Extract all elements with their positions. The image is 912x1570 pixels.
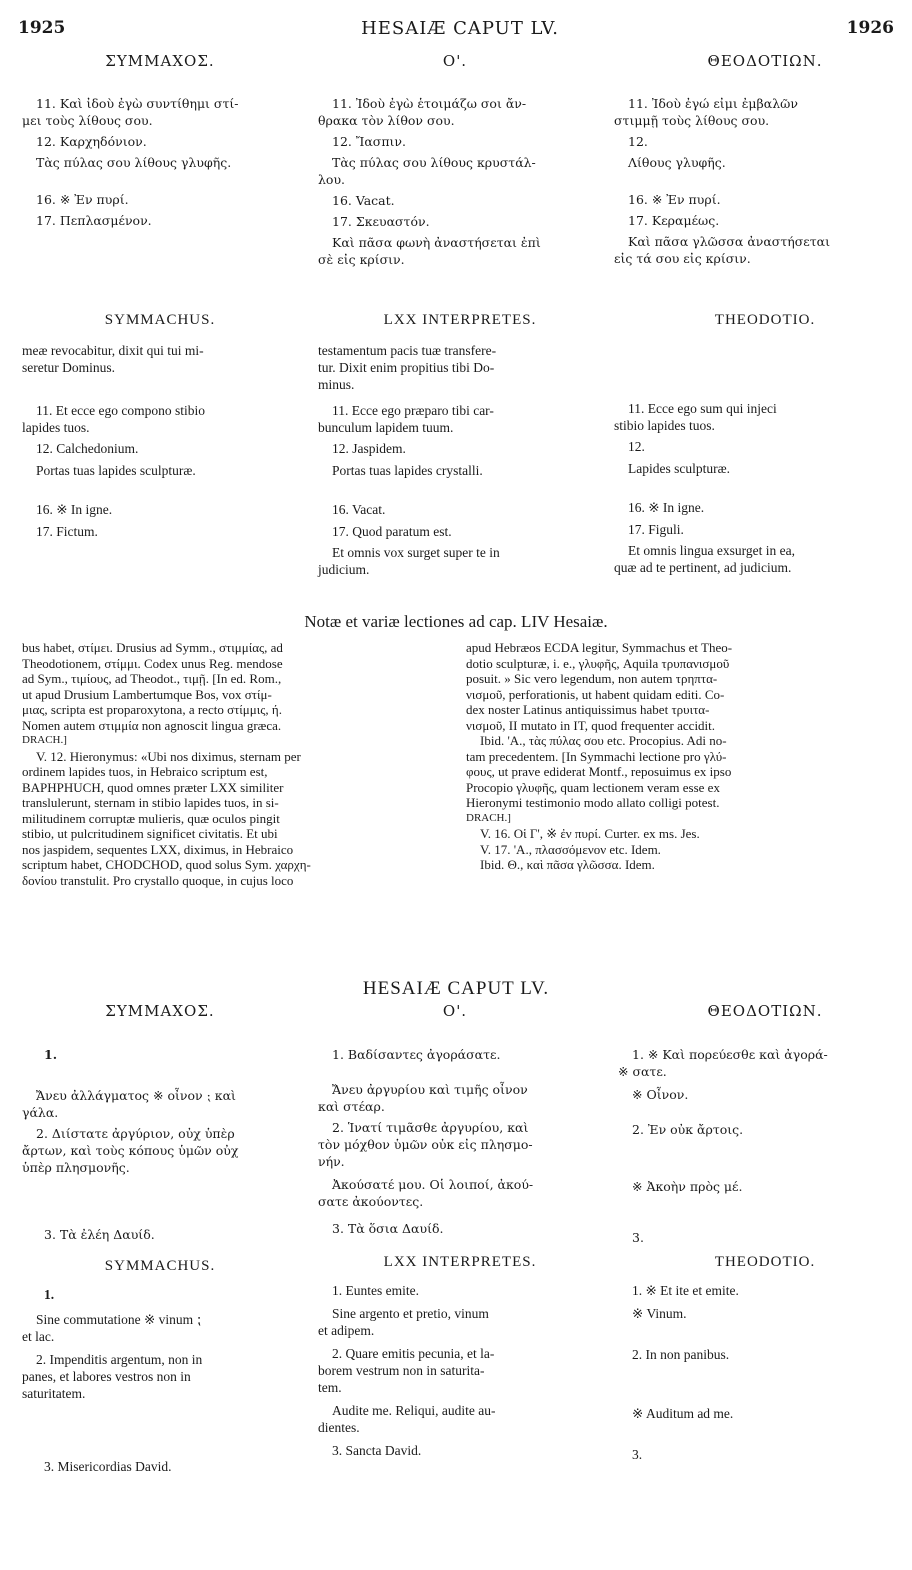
col-head-lxx-latin-2: LXX INTERPRETES. — [383, 1254, 537, 1270]
note-line: nos jaspidem, sequentes LXX, diximus, in Hebraico — [22, 841, 294, 857]
text-line: Portas tuas lapides sculpturæ. — [36, 463, 196, 478]
text-line: borem vestrum non in saturita- — [318, 1363, 485, 1378]
text-line: 11. Ecce ego sum qui injeci — [628, 401, 777, 416]
text-line: 1. Βαδίσαντες ἀγοράσατε. — [332, 1047, 501, 1062]
note-line: Procopio γλυφῆς, quam lectionem veram esse ex — [466, 779, 720, 795]
text-line: θρακα τὸν λίθον σου. — [318, 113, 455, 128]
col-head-symmachus-greek: ΣΥΜΜΑΧΟΣ. — [105, 52, 215, 70]
text-line: Sine argento et pretio, vinum — [332, 1306, 489, 1321]
text-line: τὸν μόχθον ὑμῶν οὐκ εἰς πλησμο- — [318, 1137, 533, 1152]
lxx-greek-text-1 — [318, 95, 596, 268]
col-head-theodotion-latin: THEODOTIO. — [714, 312, 816, 328]
text-line: 1. Euntes emite. — [332, 1283, 419, 1298]
note-line: DRACH.] — [22, 734, 67, 746]
text-line: 2. Ἐν οὐκ ἄρτοις. — [632, 1122, 744, 1137]
text-line: Λίθους γλυφῆς. — [628, 155, 726, 170]
text-line: Et omnis vox surget super te in — [332, 545, 500, 560]
note-line: Ibid. 'A., τὰς πύλας σου etc. Procopius. Adi no- — [480, 733, 727, 748]
text-line: Ἀκούσατέ μου. Οἱ λοιποί, ἀκού- — [332, 1177, 534, 1192]
text-line: 17. Figuli. — [628, 522, 684, 537]
text-line: 12. Jaspidem. — [332, 441, 406, 456]
theodotion-latin-text-1 — [614, 400, 896, 576]
text-line: 1. ※ Et ite et emite. — [632, 1283, 739, 1298]
page-number-right: 1926 — [846, 18, 894, 38]
text-line: 17. Fictum. — [36, 524, 98, 539]
text-line: seretur Dominus. — [22, 360, 115, 375]
text-line: στιμμῇ τοὺς λίθους σου. — [614, 113, 770, 128]
note-line: νισμοῦ, perforationis, ut habent quidam editi. Co- — [466, 686, 725, 702]
text-line: testamentum pacis tuæ transfere- — [318, 343, 497, 358]
text-line: 1. — [44, 1047, 58, 1062]
text-line: ※ Vinum. — [632, 1306, 687, 1321]
text-line: 16. ※ Ἐν πυρί. — [36, 192, 129, 207]
note-line: Hieronymi testimonio modo allato colligi potest. — [466, 795, 720, 810]
running-head: HESAIÆ CAPUT LV. — [361, 18, 559, 39]
note-line: V. 12. Hieronymus: «Ubi nos diximus, sternam per — [36, 748, 301, 764]
text-line: 11. Ἰδοὺ ἐγώ εἰμι ἐμβαλῶν — [628, 96, 798, 111]
text-line: σατε ἀκούοντες. — [318, 1194, 424, 1209]
text-line: Sine commutatione ※ vinum ⁏ — [36, 1312, 202, 1327]
text-line: 16. ※ In igne. — [628, 500, 705, 515]
text-line: meæ revocabitur, dixit qui tui mi- — [22, 343, 204, 358]
note-line: δονίου transtulit. Pro crystallo quoque, in cujus loco — [22, 872, 294, 888]
text-line: εἰς τά σου εἰς κρίσιν. — [614, 251, 751, 266]
text-line: 16. ※ Ἐν πυρί. — [628, 192, 721, 207]
theodotion-latin-text-2 — [618, 1282, 898, 1463]
text-line: et lac. — [22, 1329, 55, 1344]
text-line: 12. — [628, 439, 645, 454]
text-line: 11. Et ecce ego compono stibio — [36, 403, 205, 418]
note-line: V. 16. Οἱ Γ', ※ ἐν πυρί. Curter. ex ms. Jes. — [480, 826, 700, 841]
text-line: tur. Dixit enim propitius tibi Do- — [318, 360, 495, 375]
note-line: μιας, scripta est proparoxytona, a recto στίμμις, ή. — [22, 702, 282, 717]
chapter-heading: HESAIÆ CAPUT LV. — [362, 978, 550, 999]
text-line: minus. — [318, 377, 355, 392]
text-line: 2. Impenditis argentum, non in — [36, 1352, 203, 1367]
note-line: dotio sculpturæ, i. e., γλυφῆς, Aquila τρυπανισμοῦ — [466, 655, 730, 671]
theodotion-greek-text-2 — [618, 1046, 896, 1246]
note-line: scriptum habet, CHODCHOD, quod solus Sym. χαρχη- — [22, 857, 311, 872]
note-line: stibio, ut pulcritudinem significet civitatis. Et ubi — [22, 826, 278, 841]
col-head-symmachus-latin: SYMMACHUS. — [104, 312, 216, 328]
text-line: 16. ※ In igne. — [36, 502, 113, 517]
text-line: 16. Vacat. — [332, 193, 395, 208]
page-number-left: 1925 — [18, 18, 66, 38]
text-line: lapides tuos. — [22, 420, 90, 435]
text-line: 3. Misericordias David. — [44, 1459, 172, 1474]
text-line: 11. Ecce ego præparo tibi car- — [332, 403, 494, 418]
text-line: μει τοὺς λίθους σου. — [22, 113, 153, 128]
note-line: Ibid. Θ., καὶ πᾶσα γλῶσσα. Idem. — [480, 857, 655, 872]
text-line: Τὰς πύλας σου λίθους γλυφῆς. — [36, 155, 232, 170]
text-line: 1. — [44, 1287, 55, 1302]
text-line: 17. Σκευαστόν. — [332, 214, 430, 229]
text-line: ※ σατε. — [618, 1064, 667, 1079]
text-line: ὑπὲρ πλησμονῆς. — [22, 1160, 130, 1175]
text-line: et adipem. — [318, 1323, 375, 1338]
lxx-greek-text-2 — [318, 1046, 598, 1237]
col-head-theodotion-greek: ΘΕΟΔΟΤΙΩΝ. — [707, 52, 823, 70]
text-line: 12. Καρχηδόνιον. — [36, 134, 147, 149]
text-line: 3. — [632, 1447, 643, 1462]
note-line: ad Sym., τιμίους, ad Theodot., τιμῇ. [In ed. Rom., — [22, 671, 282, 686]
text-line: Audite me. Reliqui, audite au- — [332, 1403, 496, 1418]
col-head-lxx-greek: Ο'. — [442, 52, 468, 70]
text-line: 2. Quare emitis pecunia, et la- — [332, 1346, 495, 1361]
text-line: 1. ※ Καὶ πορεύεσθε καὶ ἀγορά- — [632, 1047, 828, 1062]
symmachus-latin-text-1 — [22, 342, 302, 540]
text-line: 16. Vacat. — [332, 502, 386, 517]
text-line: 17. Πεπλασμένον. — [36, 213, 152, 228]
col-head-theodotion-latin-2: THEODOTIO. — [714, 1254, 816, 1270]
note-line: apud Hebræos ECDA legitur, Symmachus et Theo- — [466, 640, 733, 655]
col-head-lxx-greek-2: Ο'. — [442, 1002, 468, 1020]
col-head-theodotion-greek-2: ΘΕΟΔΟΤΙΩΝ. — [707, 1002, 823, 1020]
note-line: ordinem lapides tuos, in Hebraico scriptum est, — [22, 764, 268, 779]
text-line: 3. Sancta David. — [332, 1443, 422, 1458]
text-line: Καὶ πᾶσα φωνὴ ἀναστήσεται ἐπὶ — [332, 235, 541, 250]
text-line: 17. Κεραμέως. — [628, 213, 720, 228]
col-head-symmachus-greek-2: ΣΥΜΜΑΧΟΣ. — [105, 1002, 215, 1020]
note-line: νισμοῦ, II mutato in IT, quod frequenter accidit. — [466, 717, 716, 733]
text-line: dientes. — [318, 1420, 360, 1435]
text-line: 3. — [632, 1230, 644, 1245]
text-line: 12. — [628, 134, 648, 149]
lxx-latin-text-1 — [318, 342, 598, 578]
text-line: καὶ στέαρ. — [318, 1099, 385, 1114]
text-line: Lapides sculpturæ. — [628, 461, 730, 476]
lxx-latin-text-2 — [318, 1282, 600, 1459]
note-line: V. 17. 'A., πλασσόμενον etc. Idem. — [480, 841, 661, 857]
text-line: saturitatem. — [22, 1386, 86, 1401]
notes-right-column — [466, 640, 892, 873]
col-head-lxx-latin: LXX INTERPRETES. — [383, 312, 537, 328]
text-line: ※ Ἀκοὴν πρὸς μέ. — [632, 1179, 743, 1194]
text-line: ※ Οἶνον. — [632, 1087, 689, 1102]
text-line: γάλα. — [22, 1105, 59, 1120]
notes-title: Notæ et variæ lectiones ad cap. LIV Hesaiæ. — [304, 612, 608, 631]
notes-left-column — [22, 640, 448, 888]
text-line: panes, et labores vestros non in — [22, 1369, 191, 1384]
note-line: translulerunt, sternam in stibio lapides tuos, in si- — [22, 795, 279, 810]
note-line: BAPHPHUCH, quod omnes præter LXX similiter — [22, 779, 284, 795]
text-line: 17. Quod paratum est. — [332, 524, 452, 539]
symmachus-latin-text-2 — [22, 1286, 304, 1475]
text-line: 11. Καὶ ἰδοὺ ἐγὼ συντίθημι στί- — [36, 96, 239, 111]
text-line: νήν. — [318, 1154, 345, 1169]
text-line: Ἄνευ ἀλλάγματος ※ οἶνον ⁏ καὶ — [36, 1088, 236, 1103]
note-line: bus habet, στίμει. Drusius ad Symm., στιμμίας, ad — [22, 640, 283, 655]
note-line: ut apud Drusium Lambertumque Bos, vox στίμ- — [22, 686, 272, 702]
text-line: Portas tuas lapides crystalli. — [332, 463, 483, 478]
theodotion-greek-text-1 — [614, 95, 894, 267]
text-line: tem. — [318, 1380, 342, 1395]
text-line: ※ Auditum ad me. — [632, 1406, 734, 1421]
note-line: DRACH.] — [466, 811, 511, 824]
text-line: Τὰς πύλας σου λίθους κρυστάλ- — [332, 155, 536, 170]
text-line: 2. In non panibus. — [632, 1347, 730, 1362]
text-line: stibio lapides tuos. — [614, 418, 715, 433]
text-line: bunculum lapidem tuum. — [318, 420, 454, 435]
text-line: Καὶ πᾶσα γλῶσσα ἀναστήσεται — [628, 234, 831, 249]
text-line: 2. Ἱνατί τιμᾶσθε ἀργυρίου, καὶ — [332, 1120, 529, 1135]
symmachus-greek-text-1 — [22, 95, 300, 229]
note-line: Theodotionem, στίμμι. Codex unus Reg. mendose — [22, 655, 283, 671]
text-line: quæ ad te pertinent, ad judicium. — [614, 560, 792, 575]
note-line: posuit. » Sic vero legendum, non autem τρηπτα- — [466, 671, 718, 686]
symmachus-greek-text-2 — [22, 1046, 302, 1243]
text-line: 2. Διίστατε ἀργύριον, οὐχ ὑπὲρ — [36, 1126, 235, 1141]
text-line: 12. Calchedonium. — [36, 441, 139, 456]
note-line: tam precedentem. [In Symmachi lectione pro γλύ- — [466, 748, 727, 764]
text-line: 3. Τὰ ἐλέη Δαυίδ. — [44, 1227, 155, 1242]
note-line: dex noster Latinus antiquissimus habet τρυιτα- — [466, 702, 710, 717]
note-line: Nomen autem στιμμία non agnoscit lingua græca. — [22, 717, 282, 733]
text-line: 12. Ἴασπιν. — [332, 134, 407, 149]
text-line: ἄρτων, καὶ τοὺς κόπους ὑμῶν οὐχ — [22, 1143, 239, 1158]
text-line: Et omnis lingua exsurget in ea, — [628, 543, 795, 558]
text-line: σὲ εἰς κρίσιν. — [318, 252, 405, 267]
text-line: 3. Τὰ ὅσια Δαυίδ. — [332, 1221, 444, 1236]
col-head-symmachus-latin-2: SYMMACHUS. — [104, 1258, 216, 1274]
text-line: λου. — [318, 172, 346, 187]
text-line: judicium. — [318, 562, 370, 577]
note-line: militudinem corruptæ mulieris, quæ oculos pingit — [22, 810, 280, 826]
text-line: 11. Ἰδοὺ ἐγὼ ἑτοιμάζω σοι ἄν- — [332, 96, 527, 111]
text-line: Ἄνευ ἀργυρίου καὶ τιμῆς οἶνον — [332, 1082, 528, 1097]
note-line: φους, ut prave ediderat Montf., reposuimus ex ipso — [466, 764, 732, 779]
